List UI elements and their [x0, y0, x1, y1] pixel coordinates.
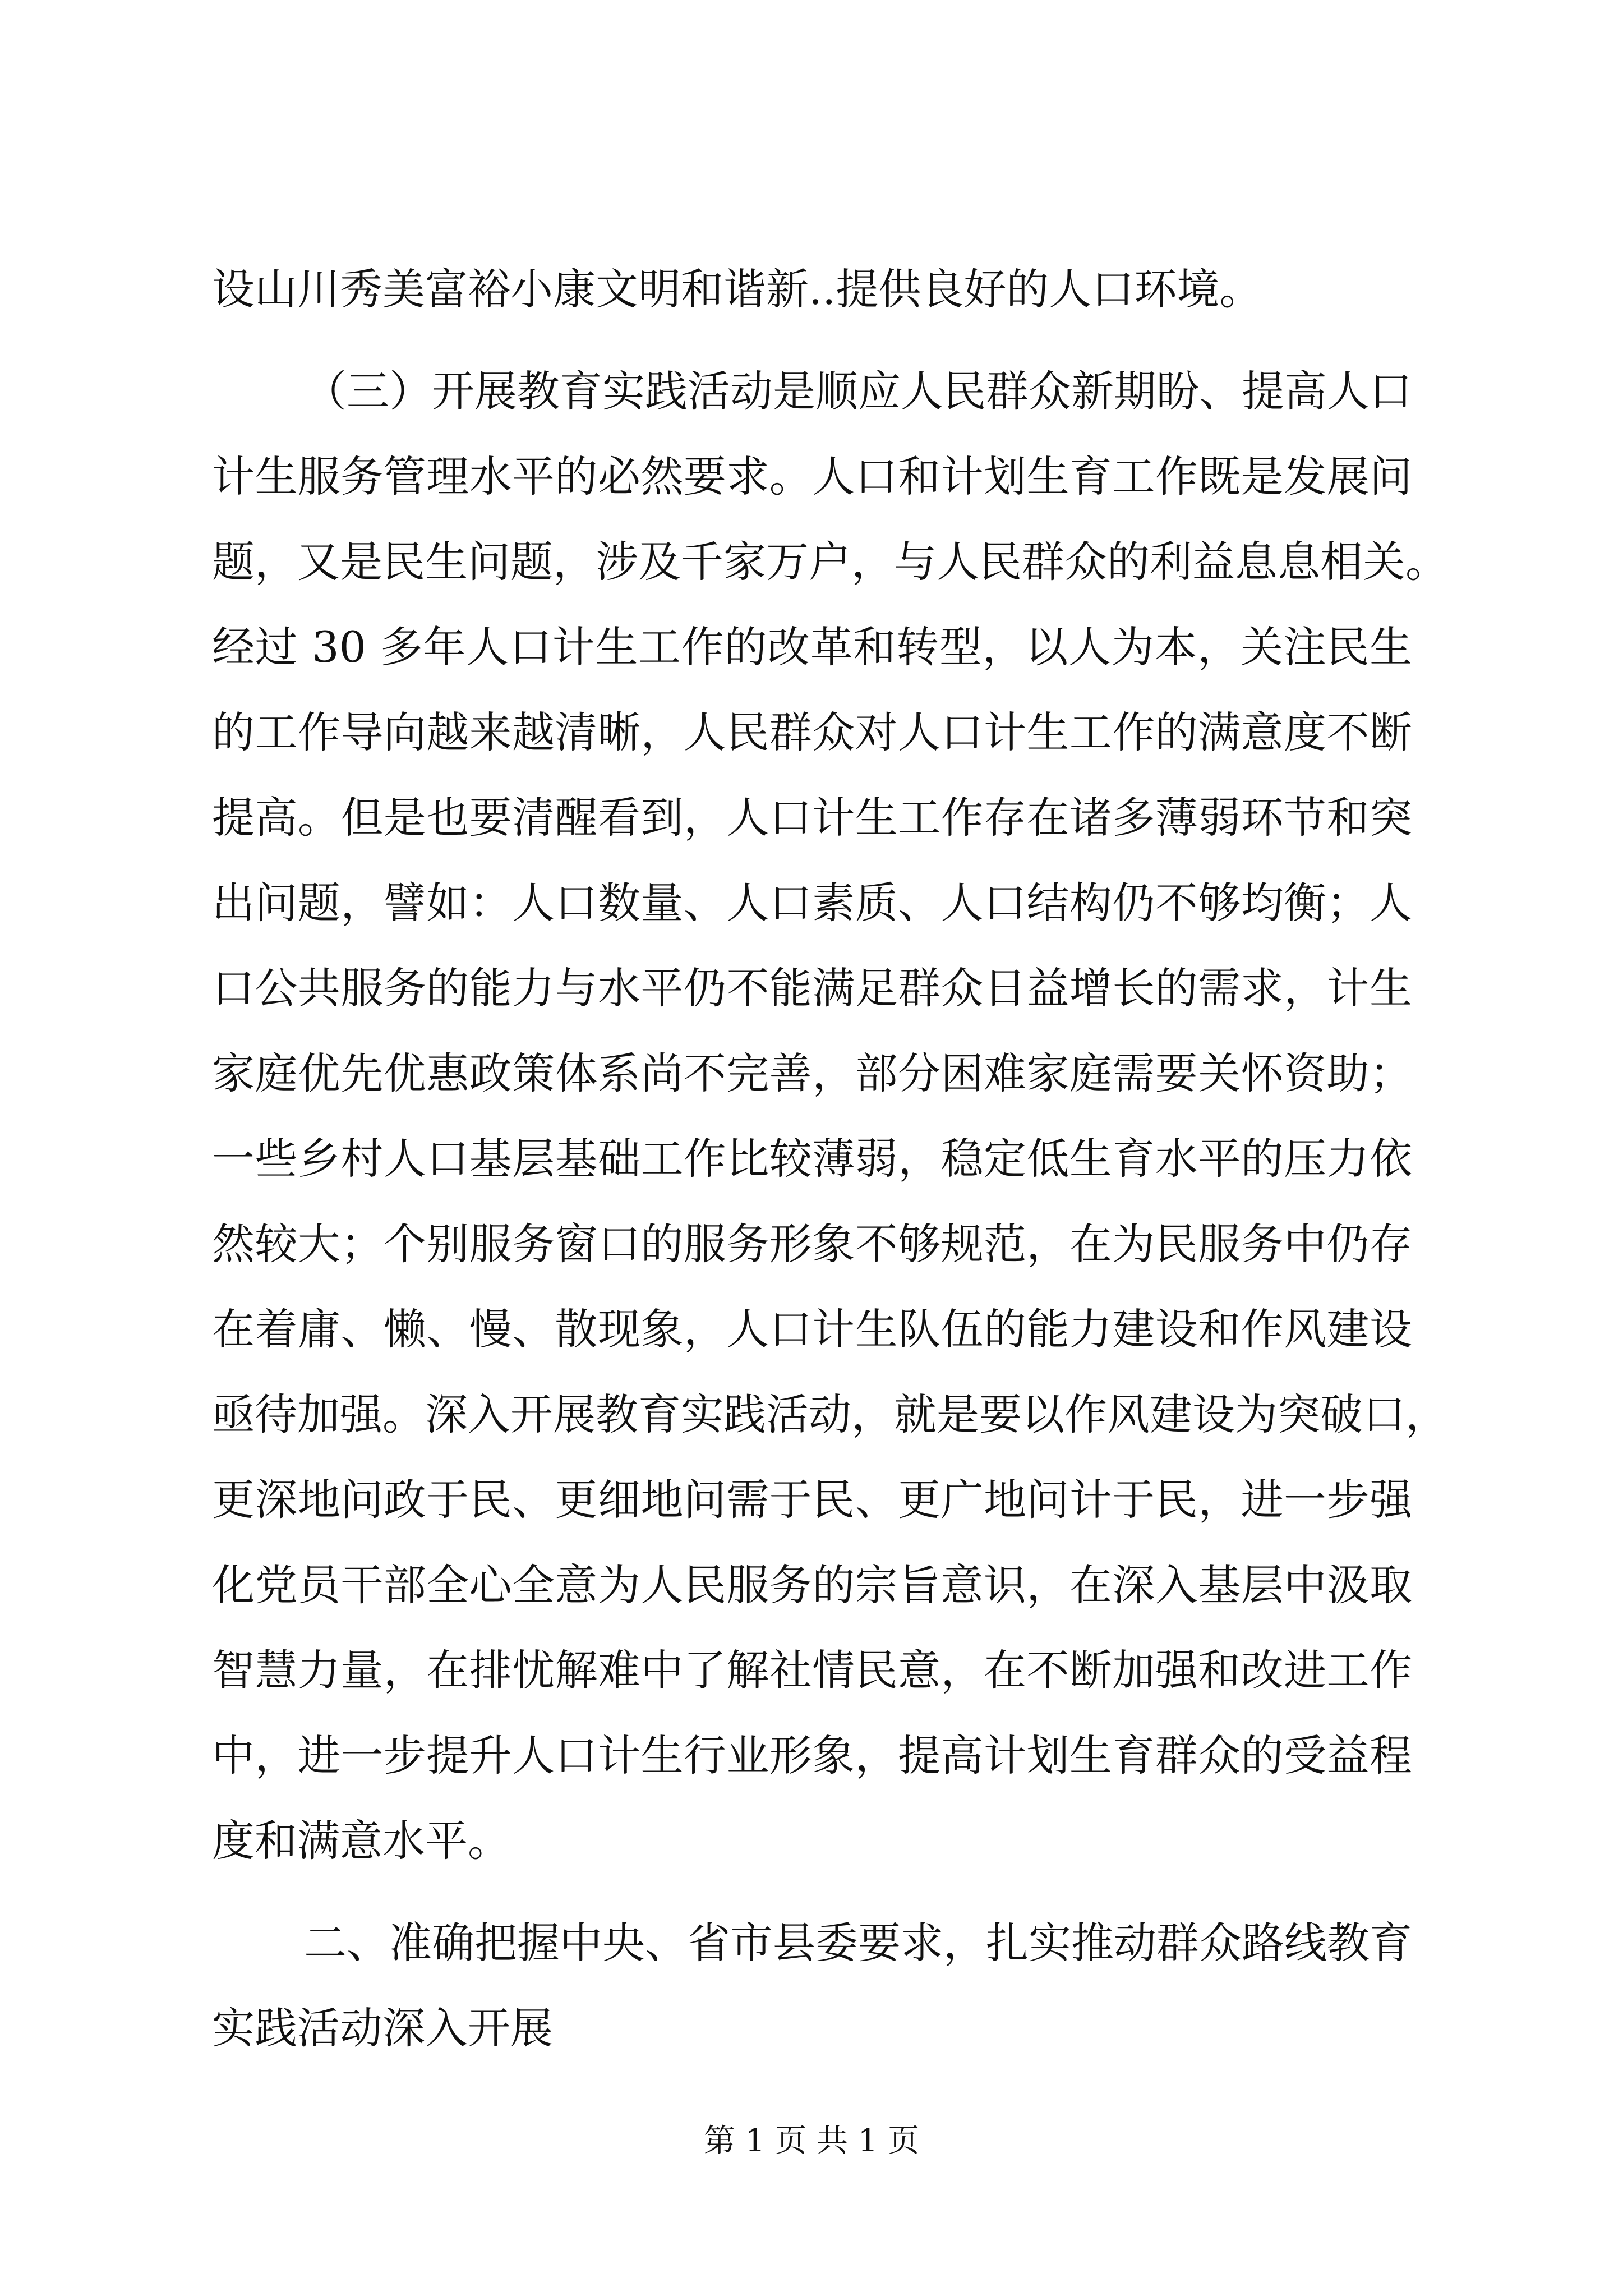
paragraph-line: 二、准确把握中央、省市县委要求，扎实推动群众路线教育: [304, 1918, 1412, 1968]
paragraph-line: 亟待加强。深入开展教育实践活动，就是要以作风建设为突破口，: [212, 1389, 1448, 1439]
paragraph-line: 口公共服务的能力与水平仍不能满足群众日益增长的需求，计生: [212, 963, 1412, 1013]
paragraph-1: [212, 247, 1412, 332]
paragraph-line: 智慧力量，在排忧解难中了解社情民意，在不断加强和改进工作: [212, 1645, 1412, 1695]
paragraph-gap: [212, 332, 1412, 349]
paragraph-line: 然较大；个别服务窗口的服务形象不够规范，在为民服务中仍存: [212, 1219, 1412, 1269]
paragraph-3: [212, 1901, 1412, 2071]
paragraph-2: [212, 349, 1448, 1884]
paragraph-line: 出问题，譬如：人口数量、人口素质、人口结构仍不够均衡；人: [212, 878, 1412, 928]
paragraph-line: 计生服务管理水平的必然要求。人口和计划生育工作既是发展问: [212, 452, 1412, 501]
paragraph-line: 化党员干部全心全意为人民服务的宗旨意识，在深入基层中汲取: [212, 1560, 1412, 1610]
paragraph-gap: [212, 1884, 1412, 1901]
paragraph-line: 提高。但是也要清醒看到，人口计生工作存在诸多薄弱环节和突: [212, 793, 1412, 843]
paragraph-line: （三）开展教育实践活动是顺应人民群众新期盼、提高人口: [304, 366, 1412, 416]
paragraph-line: 设山川秀美富裕小康文明和谐新..提供良好的人口环境。: [212, 264, 1262, 314]
paragraph-line: 实践活动深入开展: [212, 2003, 553, 2053]
paragraph-line: 在着庸、懒、慢、散现象，人口计生队伍的能力建设和作风建设: [212, 1304, 1412, 1354]
paragraph-line: 更深地问政于民、更细地问需于民、更广地问计于民，进一步强: [212, 1475, 1412, 1525]
paragraph-line: 题，又是民生问题，涉及千家万户，与人民群众的利益息息相关。: [212, 537, 1448, 587]
paragraph-line: 经过 30 多年人口计生工作的改革和转型，以人为本，关注民生: [212, 622, 1412, 672]
paragraph-line: 一些乡村人口基层基础工作比较薄弱，稳定低生育水平的压力依: [212, 1134, 1412, 1184]
page-footer: 第 1 页 共 1 页: [703, 2123, 920, 2159]
paragraph-line: 中，进一步提升人口计生行业形象，提高计划生育群众的受益程: [212, 1731, 1412, 1780]
paragraph-line: 度和满意水平。: [212, 1816, 510, 1866]
paragraph-line: 家庭优先优惠政策体系尚不完善，部分困难家庭需要关怀资助；: [212, 1048, 1412, 1098]
paragraph-line: 的工作导向越来越清晰，人民群众对人口计生工作的满意度不断: [212, 707, 1412, 757]
document-body: [212, 247, 1448, 2071]
